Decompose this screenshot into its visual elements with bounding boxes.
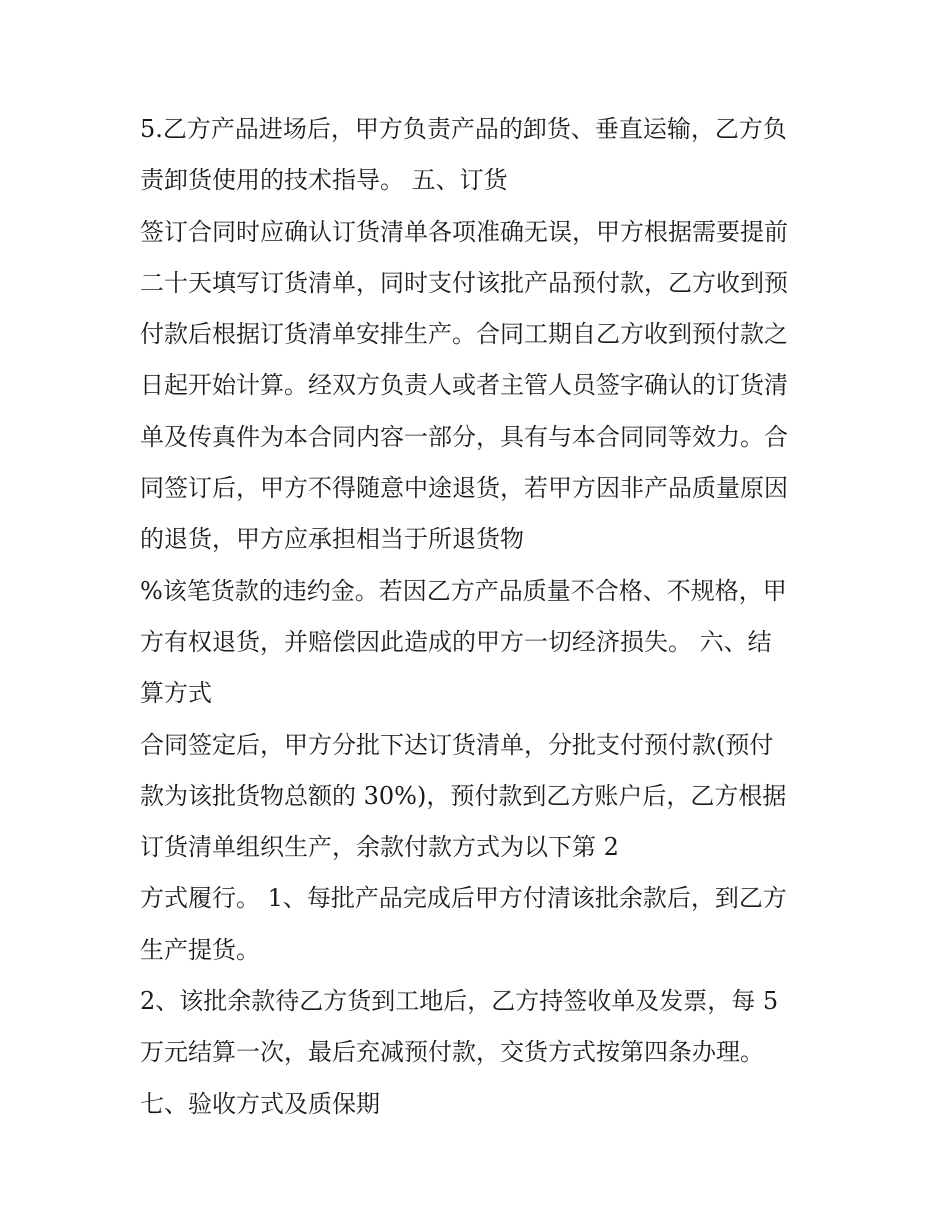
text-line: 责卸货使用的技术指导。 五、订货 — [140, 166, 508, 195]
text-line: 5.乙方产品进场后，甲方负责产品的卸货、垂直运输，乙方负 — [140, 115, 787, 143]
text-line: 签订合同时应确认订货清单各项准确无误，甲方根据需要提前 — [140, 217, 788, 246]
text-line: 同签订后，甲方不得随意中途退货，若甲方因非产品质量原因 — [140, 474, 788, 503]
text-line: 合同签定后，甲方分批下达订货清单，分批支付预付款(预付 — [140, 730, 774, 759]
text-line: 七、验收方式及质保期 — [140, 1089, 380, 1118]
contract-body-text — [140, 104, 820, 1130]
text-line: 生产提货。 — [140, 935, 260, 964]
text-line: 的退货，甲方应承担相当于所退货物 — [140, 525, 524, 554]
text-line: %该笔货款的违约金。若因乙方产品质量不合格、不规格，甲 — [140, 576, 787, 605]
text-line: 款为该批货物总额的 30%)，预付款到乙方账户后，乙方根据 — [140, 781, 787, 810]
text-line: 方有权退货，并赔偿因此造成的甲方一切经济损失。 六、结 — [140, 627, 772, 656]
text-line: 方式履行。 1、每批产品完成后甲方付清该批余款后，到乙方 — [140, 884, 787, 913]
text-line: 万元结算一次，最后充减预付款，交货方式按第四条办理。 — [140, 1038, 764, 1067]
text-line: 2、该批余款待乙方货到工地后，乙方持签收单及发票，每 5 — [140, 987, 779, 1016]
text-line: 算方式 — [140, 679, 212, 708]
text-line: 二十天填写订货清单，同时支付该批产品预付款，乙方收到预 — [140, 268, 788, 297]
text-line: 付款后根据订货清单安排生产。合同工期自乙方收到预付款之 — [140, 320, 788, 349]
text-line: 订货清单组织生产，余款付款方式为以下第 2 — [140, 833, 619, 862]
text-line: 单及传真件为本合同内容一部分，具有与本合同同等效力。合 — [140, 422, 788, 451]
text-line: 日起开始计算。经双方负责人或者主管人员签字确认的订货清 — [140, 371, 788, 400]
